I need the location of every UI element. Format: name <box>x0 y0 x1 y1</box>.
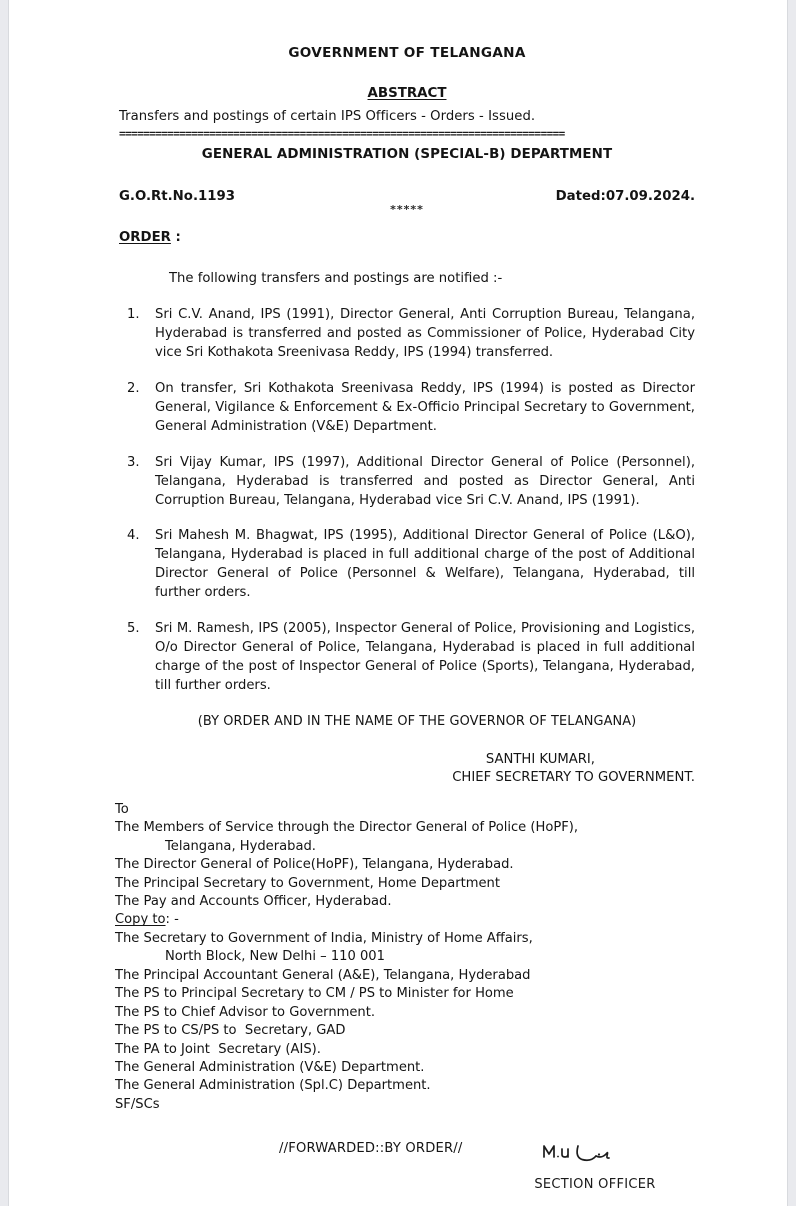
order-item <box>119 306 695 363</box>
to-label: To <box>115 801 129 817</box>
copy-to-colon: : - <box>165 912 179 928</box>
order-item-text: Sri M. Ramesh, IPS (2005), Inspector General of Police, Provisioning and Logistics, O/o Director General of Police, Telangana, Hyderabad is placed in full additional charge of the post of Inspector General of Police (Sports), Telangana, Hyderabad, till further orders. <box>155 621 695 694</box>
go-date: Dated:07.09.2024. <box>555 188 695 204</box>
order-item-text: Sri Vijay Kumar, IPS (1997), Additional Director General of Police (Personnel), Telangana, Hyderabad is transferred and posted as Director General, Anti Corruption Bureau, Telangana, Hyderabad vice Sri C.V. Anand, IPS (1991). <box>155 454 695 508</box>
order-item <box>119 527 695 603</box>
signature-block <box>495 1142 695 1194</box>
to-line: The Principal Secretary to Government, Home Department <box>115 875 500 891</box>
to-line: The Members of Service through the Director General of Police (HoPF), <box>115 820 579 836</box>
copy-to-heading <box>115 911 695 929</box>
to-line: Telangana, Hyderabad. <box>165 838 316 854</box>
order-item-text: Sri C.V. Anand, IPS (1991), Director General, Anti Corruption Bureau, Telangana, Hyderabad is transferred and posted as Commissioner of Police, Hyderabad City vice Sri Kothakota Sreenivasa Reddy, IPS (1994) transferred. <box>155 307 695 360</box>
footer-row <box>119 1140 695 1210</box>
copy-to-line: The PS to Chief Advisor to Government. <box>115 1004 376 1020</box>
order-item-text: Sri Mahesh M. Bhagwat, IPS (1995), Additional Director General of Police (L&O), Telangana, Hyderabad is placed in full additional charge of the post of Additional Director General of Police (Personnel & Welfare), Telangana, Hyderabad, till further orders. <box>155 528 695 601</box>
intro-line: The following transfers and postings are notified :- <box>169 270 503 286</box>
copy-to-label: Copy to <box>115 912 166 928</box>
copy-to-line: The General Administration (V&E) Department. <box>115 1060 425 1076</box>
copy-to-line: SF/SCs <box>115 1096 160 1112</box>
order-item <box>119 454 695 511</box>
order-item-number: 3. <box>127 454 140 470</box>
forwarded-note: //FORWARDED::BY ORDER// <box>279 1141 463 1157</box>
go-number: G.O.Rt.No.1193 <box>119 188 235 204</box>
order-item-number: 1. <box>127 307 140 323</box>
stars-divider: ***** <box>390 203 424 217</box>
handwritten-signature-icon <box>495 1142 695 1176</box>
signatory-title: CHIEF SECRETARY TO GOVERNMENT. <box>452 769 695 785</box>
copy-to-line: The PA to Joint Secretary (AIS). <box>115 1041 321 1057</box>
order-colon: : <box>170 230 181 246</box>
copy-to-line: The PS to Principal Secretary to CM / PS to Minister for Home <box>115 986 514 1002</box>
abstract-heading: ABSTRACT <box>367 85 447 101</box>
order-items-list <box>119 306 695 696</box>
copy-to-line: The General Administration (Spl.C) Department. <box>115 1078 431 1094</box>
government-title: GOVERNMENT OF TELANGANA <box>288 45 526 61</box>
separator-rule: ========================================================================== <box>119 128 565 140</box>
signatory-name: SANTHI KUMARI, <box>485 751 595 767</box>
document-page <box>8 0 788 1206</box>
copy-to-line: The PS to CS/PS to Secretary, GAD <box>115 1023 346 1039</box>
order-item-text: On transfer, Sri Kothakota Sreenivasa Reddy, IPS (1994) is posted as Director General, Vigilance & Enforcement & Ex-Officio Principal Secretary to Government, General Administration (V&E) Department. <box>155 380 695 434</box>
order-item-number: 5. <box>127 621 140 637</box>
order-item-number: 2. <box>127 380 140 396</box>
by-order-line: (BY ORDER AND IN THE NAME OF THE GOVERNOR OF TELANGANA) <box>197 713 637 729</box>
copy-to-line: The Principal Accountant General (A&E), Telangana, Hyderabad <box>115 967 531 983</box>
order-item <box>119 620 695 696</box>
department-line: GENERAL ADMINISTRATION (SPECIAL-B) DEPARTMENT <box>201 147 613 163</box>
to-line: The Pay and Accounts Officer, Hyderabad. <box>115 893 392 909</box>
copy-to-line: North Block, New Delhi – 110 001 <box>165 949 385 965</box>
order-item <box>119 380 695 437</box>
document-content <box>115 0 695 1210</box>
signatory-block <box>119 751 695 787</box>
order-item-number: 4. <box>127 528 140 544</box>
abstract-subject: Transfers and postings of certain IPS Officers - Orders - Issued. <box>119 109 536 125</box>
order-label: ORDER <box>119 230 171 246</box>
order-heading <box>119 229 695 247</box>
section-officer-label: SECTION OFFICER <box>534 1177 656 1193</box>
copy-to-line: The Secretary to Government of India, Ministry of Home Affairs, <box>115 930 533 946</box>
to-line: The Director General of Police(HoPF), Telangana, Hyderabad. <box>115 857 514 873</box>
distribution-block <box>115 801 695 1115</box>
